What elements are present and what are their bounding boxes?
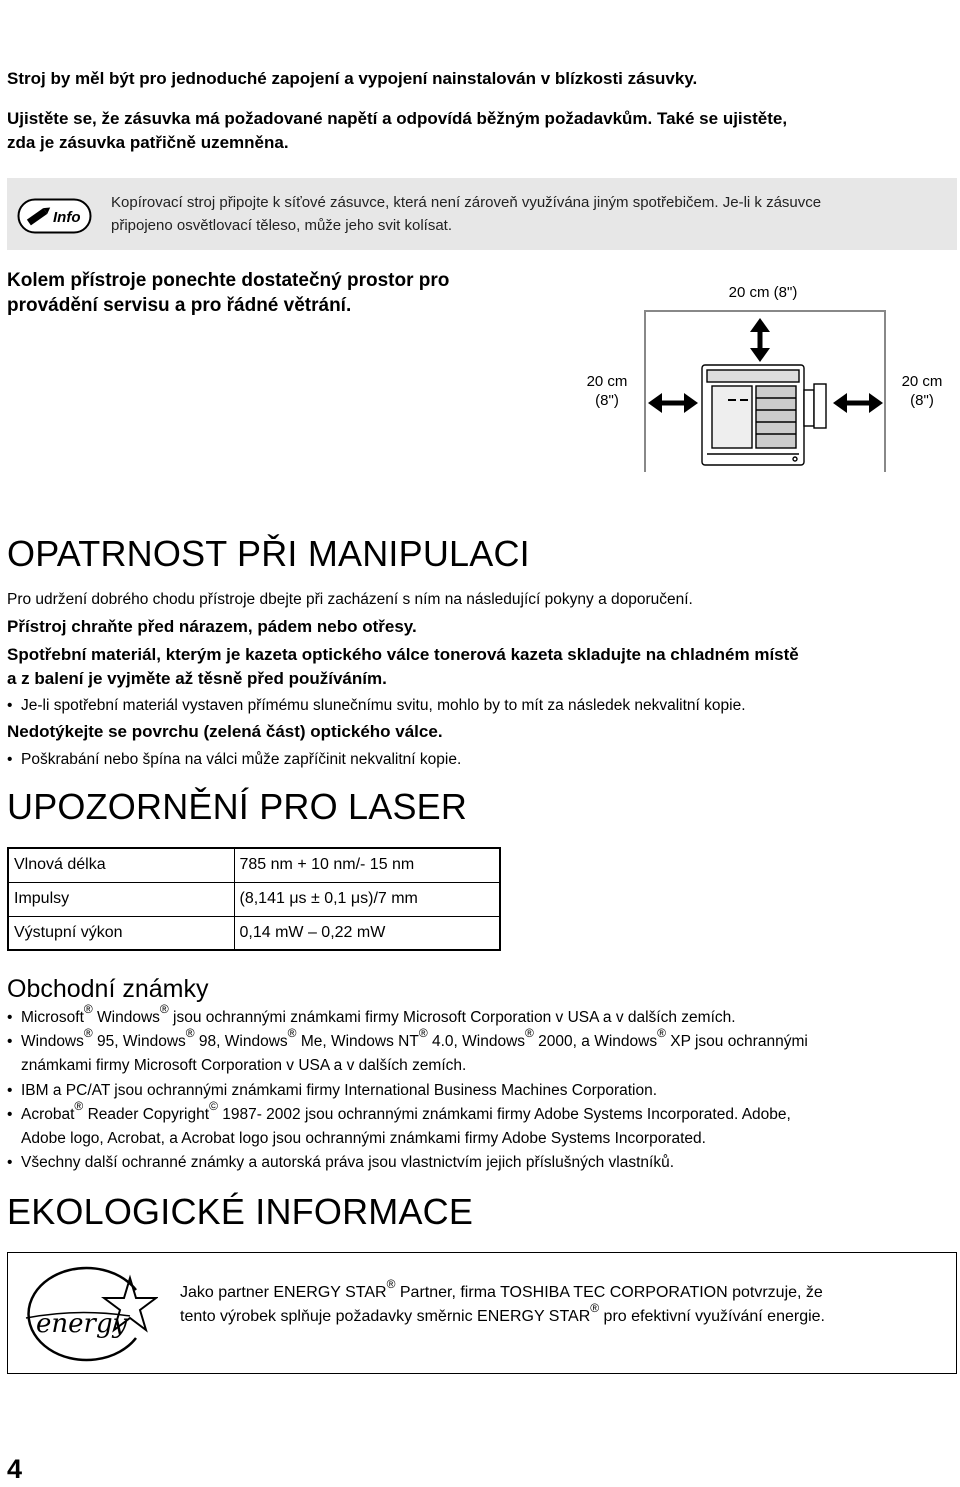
eco-text-part: pro efektivní využívání energie. bbox=[599, 1308, 825, 1325]
handling-bullet-2 bbox=[7, 748, 947, 772]
bullet-dot: • bbox=[7, 1033, 13, 1050]
trademark-bullet-3 bbox=[7, 1079, 947, 1103]
intro-line-2b: zda je zásuvka patřičně uzemněna. bbox=[7, 133, 289, 152]
tm-text: Windows bbox=[21, 1033, 84, 1050]
handling-rule-3: Nedotýkejte se povrchu (zelená část) optického válce. bbox=[7, 722, 443, 741]
registered-mark: ® bbox=[657, 1025, 666, 1040]
eco-text-part: Jako partner ENERGY STAR bbox=[180, 1284, 387, 1301]
tm-text: Reader Copyright bbox=[83, 1106, 210, 1123]
tm-text: jsou ochrannými známkami firmy Microsoft Corporation v USA a v dalších zemích. bbox=[168, 1009, 736, 1026]
info-text bbox=[111, 191, 941, 237]
tm-text: XP jsou ochrannými bbox=[665, 1033, 808, 1050]
registered-mark: ® bbox=[525, 1025, 534, 1040]
trademark-bullet-4 bbox=[7, 1098, 947, 1151]
trademark-bullet-2 bbox=[7, 1025, 947, 1078]
handling-title: OPATRNOST PŘI MANIPULACI bbox=[7, 533, 530, 574]
left-clearance-label-2: (8") bbox=[595, 392, 619, 409]
top-clearance-arrow bbox=[750, 318, 770, 362]
table-row bbox=[8, 916, 500, 950]
right-clearance-label-2: (8") bbox=[910, 392, 934, 409]
laser-spec-table bbox=[7, 847, 501, 951]
tm-text: 95, Windows bbox=[92, 1033, 186, 1050]
bullet-dot: • bbox=[7, 697, 13, 714]
left-clearance-arrow bbox=[648, 393, 698, 413]
bullet-dot: • bbox=[7, 1106, 13, 1123]
bullet-dot: • bbox=[7, 1009, 13, 1026]
tm-text: 98, Windows bbox=[194, 1033, 288, 1050]
tm-text: známkami firmy Microsoft Corporation v USA a v dalších zemích. bbox=[21, 1057, 467, 1074]
registered-mark: ® bbox=[83, 1001, 93, 1016]
registered-mark: ® bbox=[418, 1025, 428, 1040]
tm-text: Adobe logo, Acrobat, a Acrobat logo jsou ochrannými známkami firmy Adobe Systems Incorporated. bbox=[21, 1130, 706, 1147]
eco-text bbox=[180, 1276, 940, 1329]
registered-mark: ® bbox=[83, 1025, 93, 1040]
trademark-bullet-1 bbox=[7, 1001, 947, 1030]
laser-value: 0,14 mW – 0,22 mW bbox=[234, 916, 500, 950]
copyright-mark: © bbox=[209, 1098, 218, 1113]
handling-rule-2-line-1: Spotřební materiál, kterým je kazeta optického válce tonerová kazeta skladujte na chladném místě bbox=[7, 645, 799, 664]
laser-label: Výstupní výkon bbox=[8, 916, 234, 950]
tm-text: 4.0, Windows bbox=[427, 1033, 526, 1050]
handling-rule-2-line-2: a z balení je vyjměte až těsně před používáním. bbox=[7, 669, 387, 688]
bullet-dot: • bbox=[7, 751, 13, 768]
tm-text: Microsoft bbox=[21, 1009, 84, 1026]
intro-line-2a: Ujistěte se, že zásuvka má požadované napětí a odpovídá běžným požadavkům. Také se ujistěte, bbox=[7, 109, 788, 128]
tm-text: Všechny další ochranné známky a autorská práva jsou vlastnictvím jejich příslušných vlastníků. bbox=[21, 1154, 675, 1171]
registered-mark: ® bbox=[590, 1300, 600, 1315]
eco-title: EKOLOGICKÉ INFORMACE bbox=[7, 1191, 474, 1232]
clearance-diagram bbox=[580, 280, 955, 475]
tm-text: 1987- 2002 jsou ochrannými známkami firmy Adobe Systems Incorporated. Adobe, bbox=[217, 1106, 791, 1123]
space-heading bbox=[7, 268, 567, 318]
tm-text: 2000, a Windows bbox=[533, 1033, 658, 1050]
handling-bullet-1-text: Je-li spotřební materiál vystaven přímému slunečnímu svitu, mohlo by to mít za následek nekvalitní kopie. bbox=[21, 697, 746, 714]
eco-text-part: Partner, firma TOSHIBA TEC CORPORATION potvrzuje, že bbox=[395, 1284, 823, 1301]
table-row bbox=[8, 882, 500, 916]
trademark-bullet-5 bbox=[7, 1151, 947, 1175]
top-clearance-label: 20 cm (8") bbox=[728, 284, 798, 301]
handling-bullet-1 bbox=[7, 694, 947, 718]
right-clearance-arrow bbox=[833, 393, 883, 413]
energy-logo-text: energy bbox=[36, 1309, 128, 1339]
laser-label: Impulsy bbox=[8, 882, 234, 916]
tm-text: Windows bbox=[92, 1009, 160, 1026]
registered-mark: ® bbox=[74, 1098, 84, 1113]
space-heading-line-2: provádění servisu a pro řádné větrání. bbox=[7, 295, 352, 316]
info-line-2: připojeno osvětlovací těleso, může jeho svit kolísat. bbox=[111, 217, 453, 234]
tm-text: Acrobat bbox=[21, 1106, 75, 1123]
handling-rule-1: Přístroj chraňte před nárazem, pádem nebo otřesy. bbox=[7, 617, 417, 636]
tm-text: Me, Windows NT bbox=[296, 1033, 419, 1050]
info-icon-label: Info bbox=[53, 209, 81, 226]
left-clearance-label-1: 20 cm bbox=[586, 373, 628, 390]
space-heading-line-1: Kolem přístroje ponechte dostatečný prostor pro bbox=[7, 270, 450, 291]
energy-star-logo bbox=[18, 1260, 158, 1365]
laser-title: UPOZORNĚNÍ PRO LASER bbox=[7, 786, 468, 827]
bullet-dot: • bbox=[7, 1082, 13, 1099]
handling-intro: Pro udržení dobrého chodu přístroje dbejte při zacházení s ním na následující pokyny a doporučení. bbox=[7, 591, 693, 608]
registered-mark: ® bbox=[159, 1001, 169, 1016]
table-row bbox=[8, 848, 500, 882]
tm-text: IBM a PC/AT jsou ochrannými známkami firmy International Business Machines Corporation. bbox=[21, 1082, 658, 1099]
eco-text-part: tento výrobek splňuje požadavky směrnic ENERGY STAR bbox=[180, 1308, 591, 1325]
registered-mark: ® bbox=[287, 1025, 297, 1040]
trademarks-title: Obchodní známky bbox=[7, 975, 209, 1003]
laser-value: 785 nm + 10 nm/- 15 nm bbox=[234, 848, 500, 882]
info-line-1: Kopírovací stroj připojte k síťové zásuvce, která není zároveň využívána jiným spotřebičem. Je-li k zásuvce bbox=[111, 194, 822, 211]
laser-label: Vlnová délka bbox=[8, 848, 234, 882]
intro-line-1: Stroj by měl být pro jednoduché zapojení a vypojení nainstalován v blízkosti zásuvky. bbox=[7, 69, 698, 88]
info-icon bbox=[17, 198, 92, 234]
bullet-dot: • bbox=[7, 1154, 13, 1171]
page-number: 4 bbox=[7, 1454, 23, 1484]
registered-mark: ® bbox=[386, 1276, 396, 1291]
copier-machine-icon bbox=[702, 365, 826, 465]
registered-mark: ® bbox=[185, 1025, 195, 1040]
right-clearance-label-1: 20 cm bbox=[901, 373, 943, 390]
handling-bullet-2-text: Poškrabání nebo špína na válci může zapříčinit nekvalitní kopie. bbox=[21, 751, 462, 768]
laser-value: (8,141 μs ± 0,1 μs)/7 mm bbox=[234, 882, 500, 916]
